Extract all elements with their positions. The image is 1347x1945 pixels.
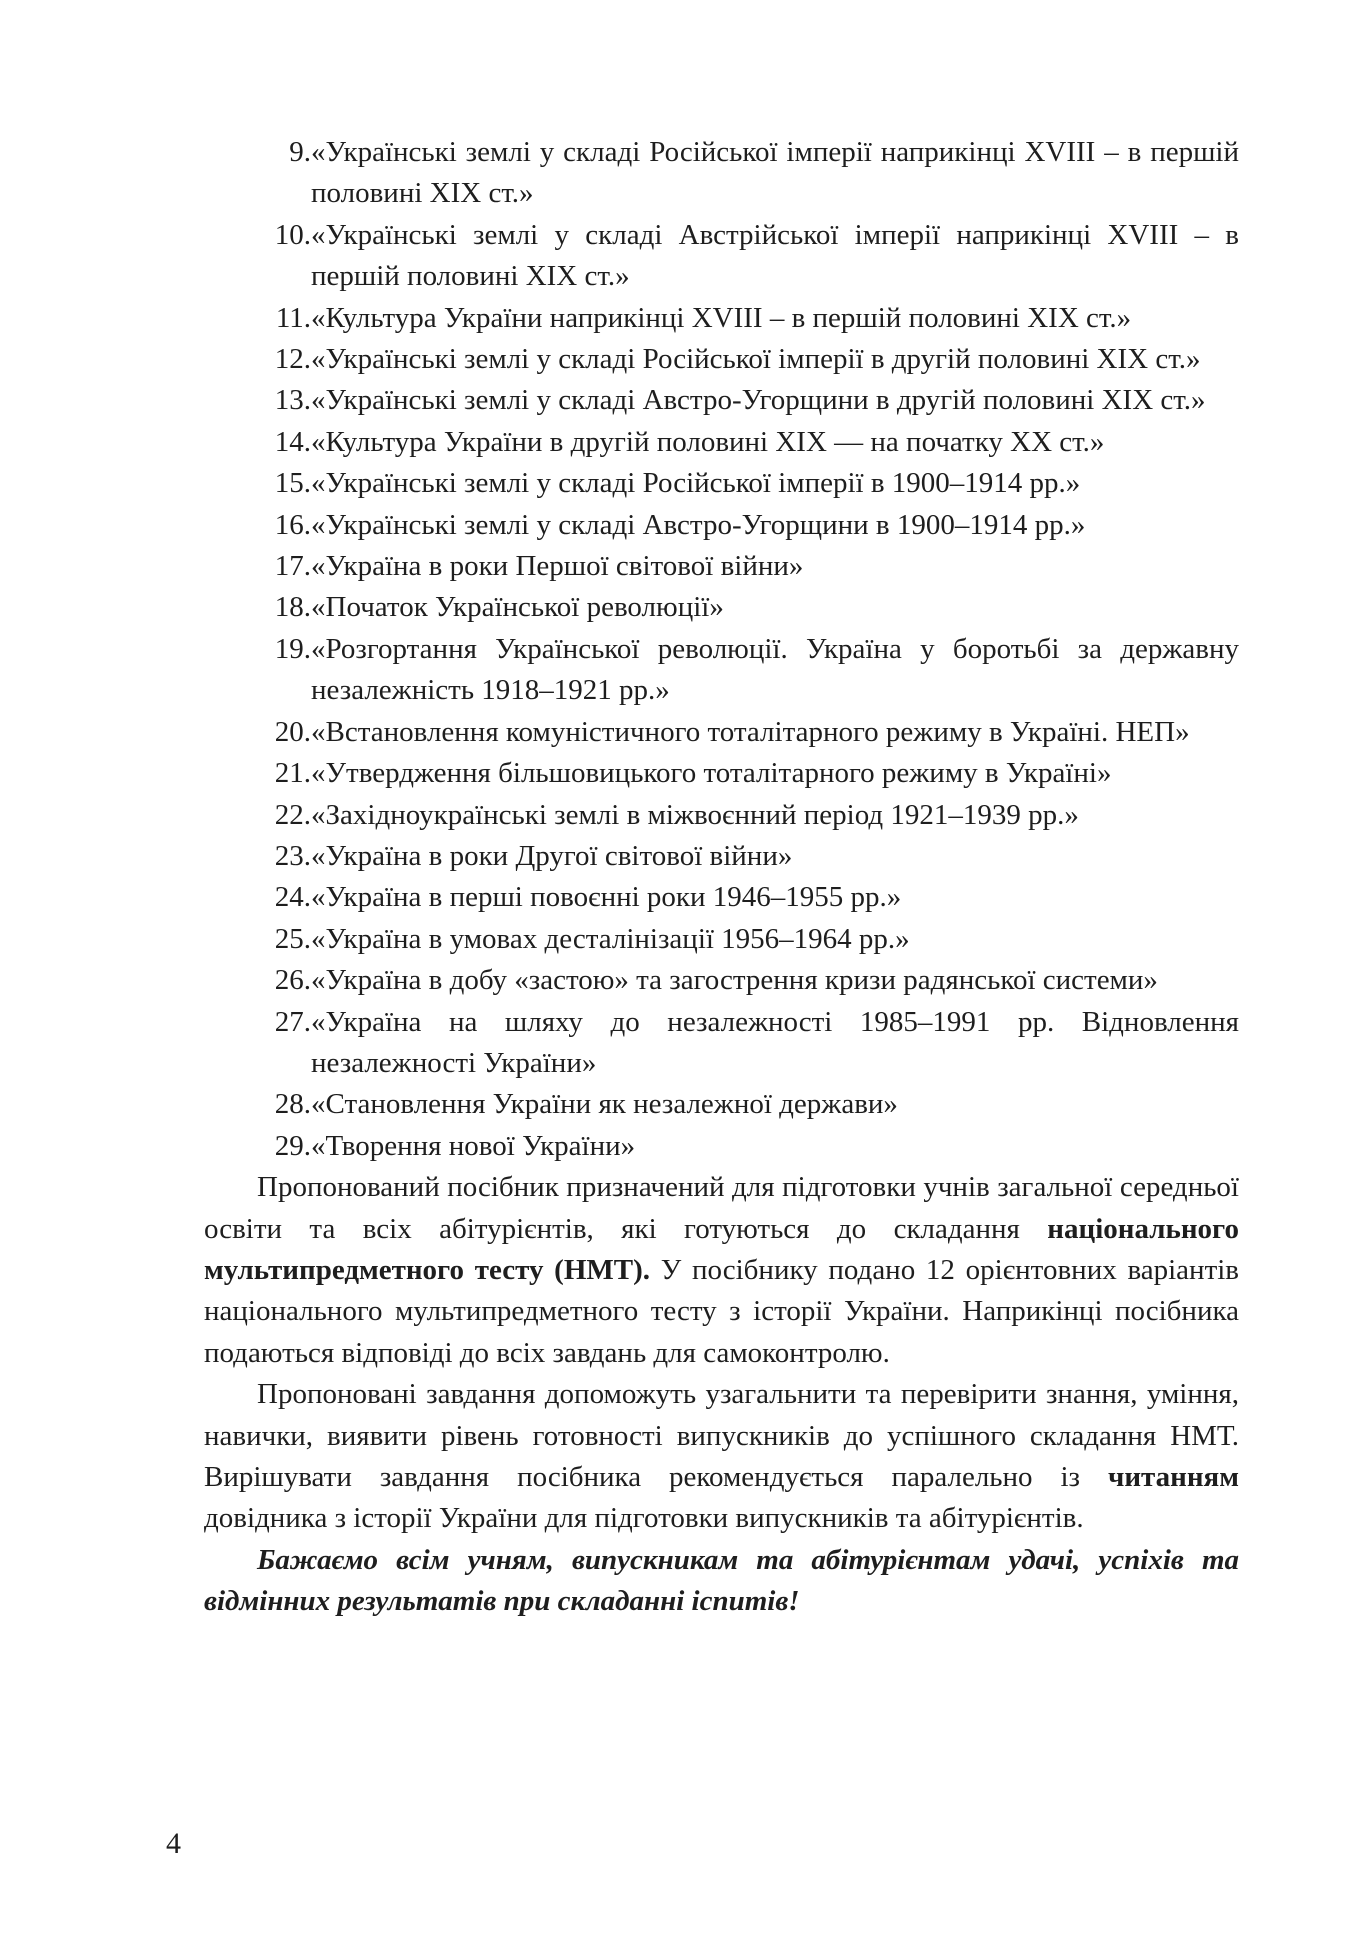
page-number: 4 bbox=[166, 1827, 181, 1860]
intro-paragraph-usage bbox=[204, 1374, 1239, 1540]
topic-number: 25. bbox=[274, 922, 311, 955]
topic-title: «Західноукраїнські землі в міжвоєнний період 1921–1939 рр.» bbox=[311, 798, 1079, 831]
topic-item bbox=[257, 629, 1239, 712]
topic-item bbox=[257, 712, 1239, 753]
usage-text-start: Пропоновані завдання допоможуть узагальнити та перевірити знання, уміння, навички, виявити рівень готовності випускників до успішного складання НМТ. Вирішувати завдання посібника рекомендується паралельно із bbox=[204, 1378, 1239, 1493]
topic-list bbox=[204, 132, 1239, 1167]
topic-item bbox=[257, 1084, 1239, 1125]
topic-number: 22. bbox=[274, 798, 311, 831]
page-content bbox=[204, 132, 1239, 1623]
nmt-term: національного мультипредметного тесту (НМТ). bbox=[204, 1212, 1239, 1286]
topic-number: 28. bbox=[274, 1088, 311, 1121]
usage-text-end: довідника з історії України для підготовки випускників та абітурієнтів. bbox=[204, 1502, 1084, 1535]
topic-item bbox=[257, 1002, 1239, 1085]
topic-number: 11. bbox=[275, 301, 311, 334]
topic-number: 19. bbox=[274, 632, 311, 665]
topic-title: «Україна в перші повоєнні роки 1946–1955 рр.» bbox=[311, 881, 902, 914]
topic-number: 14. bbox=[274, 425, 311, 458]
topic-number: 15. bbox=[274, 467, 311, 500]
topic-number: 17. bbox=[274, 550, 311, 583]
topic-item bbox=[257, 505, 1239, 546]
topic-title: «Творення нової України» bbox=[311, 1129, 636, 1162]
topic-title: «Українські землі у складі Російської імперії наприкінці XVIII – в першій половині XIX ст.» bbox=[311, 136, 1239, 210]
topic-item bbox=[257, 919, 1239, 960]
topic-number: 9. bbox=[289, 136, 311, 168]
topic-number: 12. bbox=[274, 343, 311, 376]
purpose-text-end: У посібнику подано 12 орієнтовних варіантів національного мультипредметного тесту з історії України. Наприкінці посібника подаються відповіді до всіх завдань для самоконтролю. bbox=[204, 1253, 1239, 1369]
topic-number: 26. bbox=[274, 964, 311, 997]
topic-title: «Україна в роки Другої світової війни» bbox=[311, 839, 793, 872]
topic-item bbox=[257, 422, 1239, 463]
closing-wish: Бажаємо всім учням, випускникам та абітурієнтам удачі, успіхів та відмінних результатів при складанні іспитів! bbox=[204, 1543, 1239, 1618]
topic-title: «Українські землі у складі Російської імперії в 1900–1914 рр.» bbox=[311, 467, 1081, 500]
topic-title: «Культура України в другій половині XIX — на початку XX ст.» bbox=[311, 425, 1105, 458]
topic-item bbox=[257, 877, 1239, 918]
topic-item bbox=[257, 753, 1239, 794]
topic-number: 18. bbox=[274, 591, 311, 624]
topic-item bbox=[257, 463, 1239, 504]
topic-item bbox=[257, 795, 1239, 836]
intro-paragraph-purpose bbox=[204, 1167, 1239, 1374]
topic-title: «Українські землі у складі Австро-Угорщини в другій половині XIX ст.» bbox=[311, 384, 1206, 417]
topic-item bbox=[257, 215, 1239, 298]
topic-title: «Розгортання Української революції. Україна у боротьбі за державну незалежність 1918–1921 рр.» bbox=[311, 632, 1239, 707]
topic-title: «Культура України наприкінці XVIII – в першій половині XIX ст.» bbox=[311, 301, 1132, 334]
topic-number: 10. bbox=[274, 218, 311, 251]
topic-title: «Встановлення комуністичного тоталітарного режиму в Україні. НЕП» bbox=[311, 715, 1190, 748]
topic-item bbox=[257, 960, 1239, 1001]
topic-title: «Українські землі у складі Австро-Угорщини в 1900–1914 рр.» bbox=[311, 508, 1086, 541]
topic-item bbox=[257, 587, 1239, 628]
topic-title: «Українські землі у складі Австрійської імперії наприкінці XVIII – в першій половині XIX ст.» bbox=[311, 218, 1239, 293]
topic-item bbox=[257, 380, 1239, 421]
topic-number: 21. bbox=[274, 757, 311, 790]
topic-item bbox=[257, 1126, 1239, 1167]
reading-term: читанням bbox=[1107, 1461, 1239, 1493]
topic-title: «Україна в умовах десталінізації 1956–1964 рр.» bbox=[311, 922, 910, 955]
topic-item bbox=[257, 836, 1239, 877]
topic-number: 16. bbox=[274, 508, 311, 541]
purpose-text-start: Пропонований посібник призначений для підготовки учнів загальної середньої освіти та всіх абітурієнтів, які готуються до складання bbox=[204, 1171, 1239, 1245]
topic-item bbox=[257, 546, 1239, 587]
topic-title: «Українські землі у складі Російської імперії в другій половині XIX ст.» bbox=[311, 343, 1201, 376]
topic-item bbox=[257, 132, 1239, 215]
topic-number: 13. bbox=[274, 384, 311, 417]
topic-item bbox=[257, 298, 1239, 339]
topic-title: «Становлення України як незалежної держави» bbox=[311, 1088, 898, 1121]
topic-number: 20. bbox=[274, 715, 311, 748]
topic-number: 27. bbox=[274, 1005, 311, 1038]
topic-item bbox=[257, 339, 1239, 380]
topic-title: «Утвердження більшовицького тоталітарного режиму в Україні» bbox=[311, 757, 1112, 790]
topic-title: «Початок Української революції» bbox=[311, 591, 724, 624]
topic-number: 23. bbox=[274, 839, 311, 872]
topic-title: «Україна в добу «застою» та загострення кризи радянської системи» bbox=[311, 964, 1158, 997]
topic-title: «Україна в роки Першої світової війни» bbox=[311, 550, 804, 583]
topic-number: 29. bbox=[274, 1129, 311, 1162]
topic-title: «Україна на шляху до незалежності 1985–1991 рр. Відновлення незалежності України» bbox=[311, 1005, 1239, 1079]
topic-number: 24. bbox=[274, 881, 311, 914]
